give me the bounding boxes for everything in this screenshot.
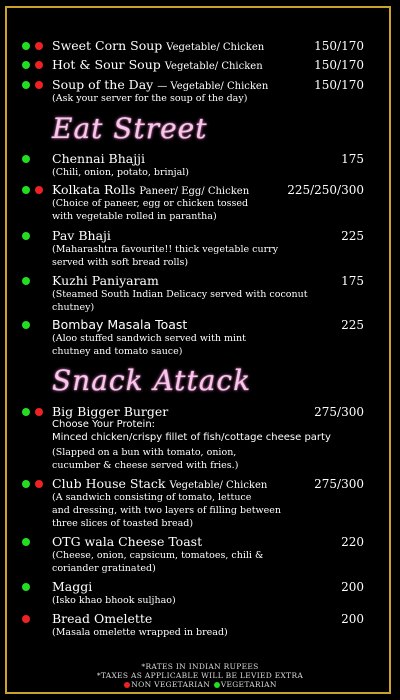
item-price: 175 (341, 152, 364, 166)
item-description: (A sandwich consisting of tomato, lettuce and dressing, with two layers of filling between three slices of toasted bread) (52, 492, 282, 529)
menu-item-chennai-bhajji (0, 151, 400, 167)
footer-legend: NON VEGETARIAN VEGETARIAN (0, 680, 400, 689)
nonveg-icon (35, 408, 43, 416)
nonveg-icon (35, 61, 43, 69)
veg-icon (22, 81, 30, 89)
menu-item-club-house-stack (0, 476, 400, 492)
menu-item-bombay-masala-toast (0, 317, 400, 333)
item-name: Bread Omelette (52, 611, 153, 626)
item-description: (Choice of paneer, egg or chicken tossed with vegetable rolled in parantha) (52, 198, 249, 222)
item-name: Big Bigger Burger (52, 404, 169, 419)
veg-icon (22, 155, 30, 163)
item-name: Kolkata Rolls Paneer/ Egg/ Chicken (52, 182, 250, 197)
item-price: 275/300 (314, 477, 364, 491)
nonveg-icon (35, 480, 43, 488)
item-name: Club House Stack Vegetable/ Chicken (52, 476, 268, 491)
menu-item-soup-of-the-day (0, 77, 400, 93)
veg-legend-icon (214, 682, 220, 688)
nonveg-icon (22, 615, 30, 623)
footer-notes (0, 662, 400, 689)
item-price: 150/170 (314, 58, 364, 72)
item-name: Hot & Sour Soup Vegetable/ Chicken (52, 57, 263, 72)
item-price: 200 (341, 612, 364, 626)
menu-item-kolkata-rolls (0, 182, 400, 198)
item-price: 275/300 (314, 405, 364, 419)
veg-icon (22, 583, 30, 591)
item-price: 225/250/300 (287, 183, 364, 197)
item-description: (Isko khao bhook suljhao) (52, 595, 176, 606)
menu-item-pav-bhaji (0, 228, 400, 244)
item-price: 175 (341, 274, 364, 288)
protein-choice-options: Minced chicken/crispy fillet of fish/cottage cheese party (52, 432, 331, 443)
veg-icon (22, 61, 30, 69)
veg-icon (22, 186, 30, 194)
menu-item-hot-sour-soup (0, 57, 400, 73)
item-price: 225 (341, 318, 364, 332)
veg-icon (22, 232, 30, 240)
item-name: Soup of the Day — Vegetable/ Chicken (52, 77, 269, 92)
veg-icon (22, 277, 30, 285)
menu-item-otg-wala-cheese-toast (0, 534, 400, 550)
menu-item-bread-omelette (0, 611, 400, 627)
nonveg-legend-icon (124, 682, 130, 688)
item-description: (Cheese, onion, capsicum, tomatoes, chili & coriander gratinated) (52, 550, 264, 574)
veg-icon (22, 408, 30, 416)
item-price: 220 (341, 535, 364, 549)
item-name: Sweet Corn Soup Vegetable/ Chicken (52, 38, 265, 53)
veg-icon (22, 42, 30, 50)
menu-item-sweet-corn-soup (0, 38, 400, 54)
footer-taxes-note: *TAXES AS APPLICABLE WILL BE LEVIED EXTRA (96, 671, 304, 680)
nonveg-icon (35, 42, 43, 50)
item-name: Chennai Bhajji (52, 151, 145, 166)
menu-item-maggi (0, 579, 400, 595)
item-description: (Chili, onion, potato, brinjal) (52, 167, 189, 178)
footer-rates-note: *RATES IN INDIAN RUPEES (141, 662, 259, 671)
item-description: (Maharashtra favourite!! thick vegetable curry served with soft bread rolls) (52, 244, 279, 268)
menu-item-kuzhi-paniyaram (0, 273, 400, 289)
item-description: (Ask your server for the soup of the day) (52, 93, 248, 104)
veg-icon (22, 480, 30, 488)
item-description: (Masala omelette wrapped in bread) (52, 627, 228, 638)
item-description: (Aloo stuffed sandwich served with mint chutney and tomato sauce) (52, 333, 246, 357)
nonveg-icon (35, 81, 43, 89)
item-name: Bombay Masala Toast (52, 317, 188, 332)
protein-choice-title: Choose Your Protein: (52, 419, 156, 430)
veg-icon (22, 538, 30, 546)
section-heading-eat-street: Eat Street (52, 112, 208, 145)
nonveg-icon (35, 186, 43, 194)
item-description: (Steamed South Indian Delicacy served with coconut chutney) (52, 289, 308, 313)
item-description: (Slapped on a bun with tomato, onion, cucumber & cheese served with fries.) (52, 447, 239, 471)
section-heading-snack-attack: Snack Attack (52, 364, 252, 397)
veg-icon (22, 321, 30, 329)
item-price: 150/170 (314, 39, 364, 53)
item-name: Maggi (52, 579, 93, 594)
item-price: 225 (341, 229, 364, 243)
item-price: 150/170 (314, 78, 364, 92)
item-name: OTG wala Cheese Toast (52, 534, 203, 549)
item-name: Pav Bhaji (52, 228, 111, 243)
item-price: 200 (341, 580, 364, 594)
item-name: Kuzhi Paniyaram (52, 273, 159, 288)
